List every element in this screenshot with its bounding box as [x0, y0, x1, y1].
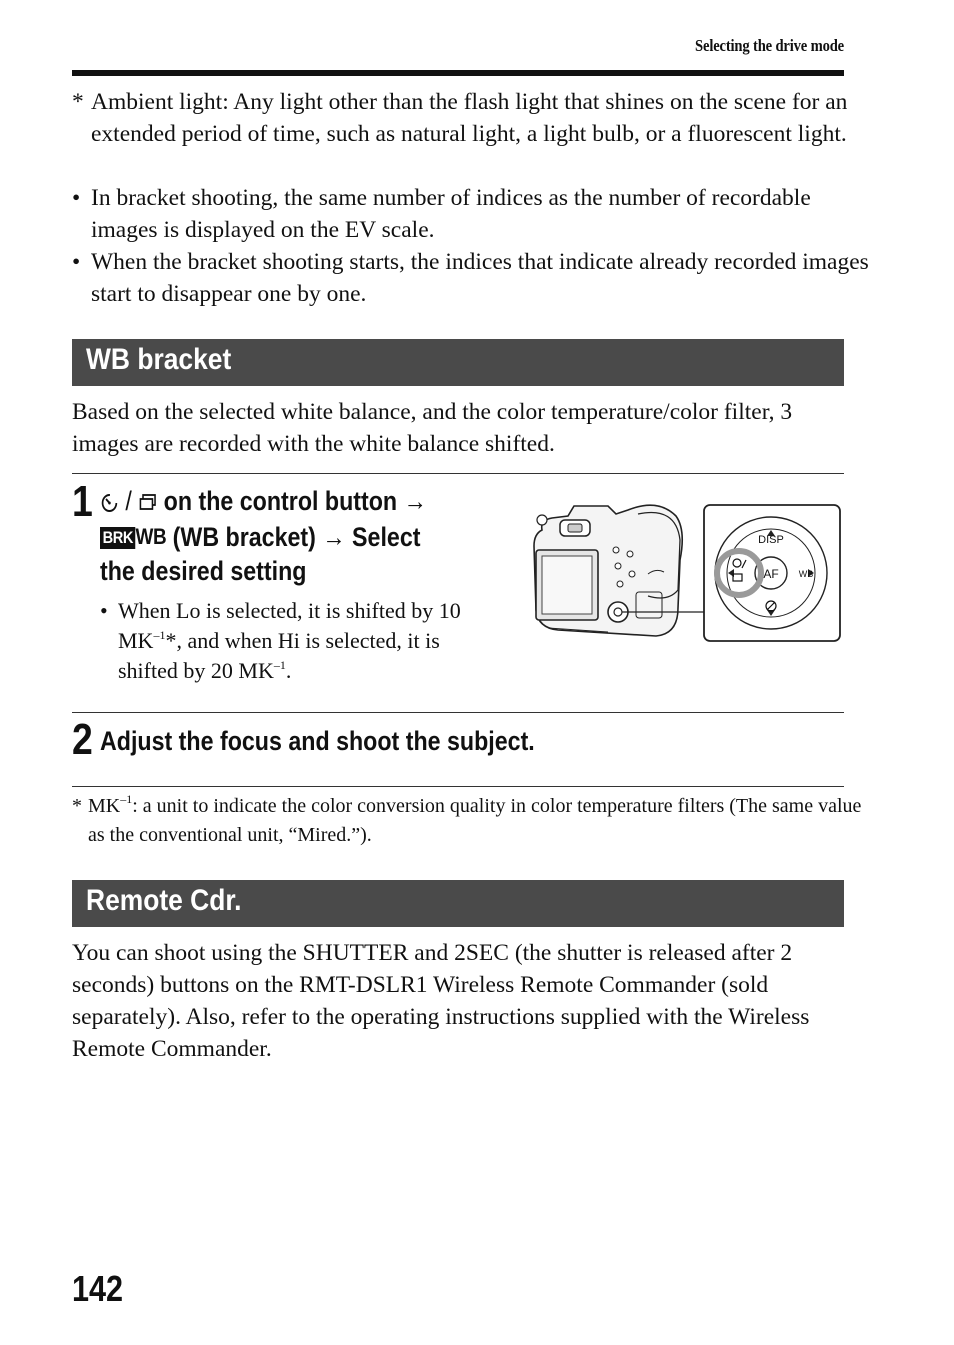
section-heading-remote-cdr [72, 880, 844, 927]
camera-back-illustration [528, 500, 848, 646]
section-title: WB bracket [86, 343, 232, 376]
arrow-icon: → [322, 522, 346, 552]
running-head: Selecting the drive mode [695, 36, 844, 55]
step-2-number: 2 [72, 715, 93, 764]
arrow-icon: → [403, 486, 427, 516]
sub-line-2 [118, 626, 440, 657]
step-divider [72, 712, 844, 713]
mk-superscript: –1 [153, 628, 166, 642]
step-divider [72, 473, 844, 474]
note-text: Ambient light: Any light other than the flash light that shines on the scene for an extended period of time, such as natural light, a light bulb, or a fluorescent light. [91, 89, 848, 147]
step-1-line-3: the desired setting [100, 556, 307, 586]
note-symbol: * [72, 89, 84, 115]
note-text: In bracket shooting, the same number of indices as the number of recordable images is displayed on the EV scale. [91, 185, 811, 243]
sub-period: . [285, 658, 292, 683]
sub-line-3 [118, 656, 291, 687]
sub-text: shifted by 20 MK [118, 658, 274, 683]
step-1-text-c: Select [352, 522, 421, 552]
mk-unit: MK [118, 628, 154, 653]
step-2-text: Adjust the focus and shoot the subject. [100, 726, 535, 756]
mk-superscript: –1 [120, 792, 133, 806]
mk-unit: MK [88, 795, 121, 817]
footnote-text: : a unit to indicate the color conversion quality in color temperature filters (The same value as the conventional unit, “Mired.”). [88, 795, 862, 846]
note-symbol: • [72, 185, 81, 211]
note-ambient-light [72, 86, 871, 150]
page-number: 142 [72, 1268, 124, 1309]
dial-label-af: AF [763, 567, 779, 581]
section-title: Remote Cdr. [86, 884, 242, 917]
step-1-text-b: (WB bracket) [172, 522, 316, 552]
dial-label-disp: DISP [758, 534, 784, 546]
mk-superscript: –1 [273, 658, 286, 672]
wb-intro: Based on the selected white balance, and the color temperature/color filter, 3 images are recorded with the white balance shifted. [72, 399, 793, 457]
note-bracket-start [72, 246, 871, 310]
step-1-text-a: on the control button [163, 486, 398, 516]
note-text: When the bracket shooting starts, the indices that indicate already recorded images start to disappear one by one. [91, 249, 869, 307]
note-bracket-indices [72, 182, 871, 246]
sub-line-1: When Lo is selected, it is shifted by 10 [118, 598, 461, 623]
bullet-symbol: • [100, 598, 108, 623]
remote-body: You can shoot using the SHUTTER and 2SEC (the shutter is released after 2 seconds) buttons on the RMT-DSLR1 Wireless Remote Commander (sold separately). Also, refer to the operating instructions supplied with the Wireless Remote Commander. [72, 940, 810, 1062]
top-rule [72, 70, 844, 76]
dial-label-wb: WB [798, 569, 814, 579]
note-symbol: • [72, 249, 81, 275]
step-1-line-2 [100, 519, 420, 555]
wb-icon-label: WB [135, 524, 167, 549]
self-timer-icon [100, 491, 119, 513]
brk-wb-icon: BRK [100, 527, 136, 549]
step-divider [72, 786, 844, 787]
section-heading-wb-bracket [72, 339, 844, 386]
continuous-shooting-icon [138, 493, 157, 513]
mk-footnote [72, 792, 868, 850]
sub-text: *, and when Hi is selected, it is [165, 628, 440, 653]
step-1-line-1: / on the control button → [100, 484, 427, 519]
step-1-number: 1 [72, 477, 93, 526]
footnote-symbol: * [72, 795, 82, 817]
